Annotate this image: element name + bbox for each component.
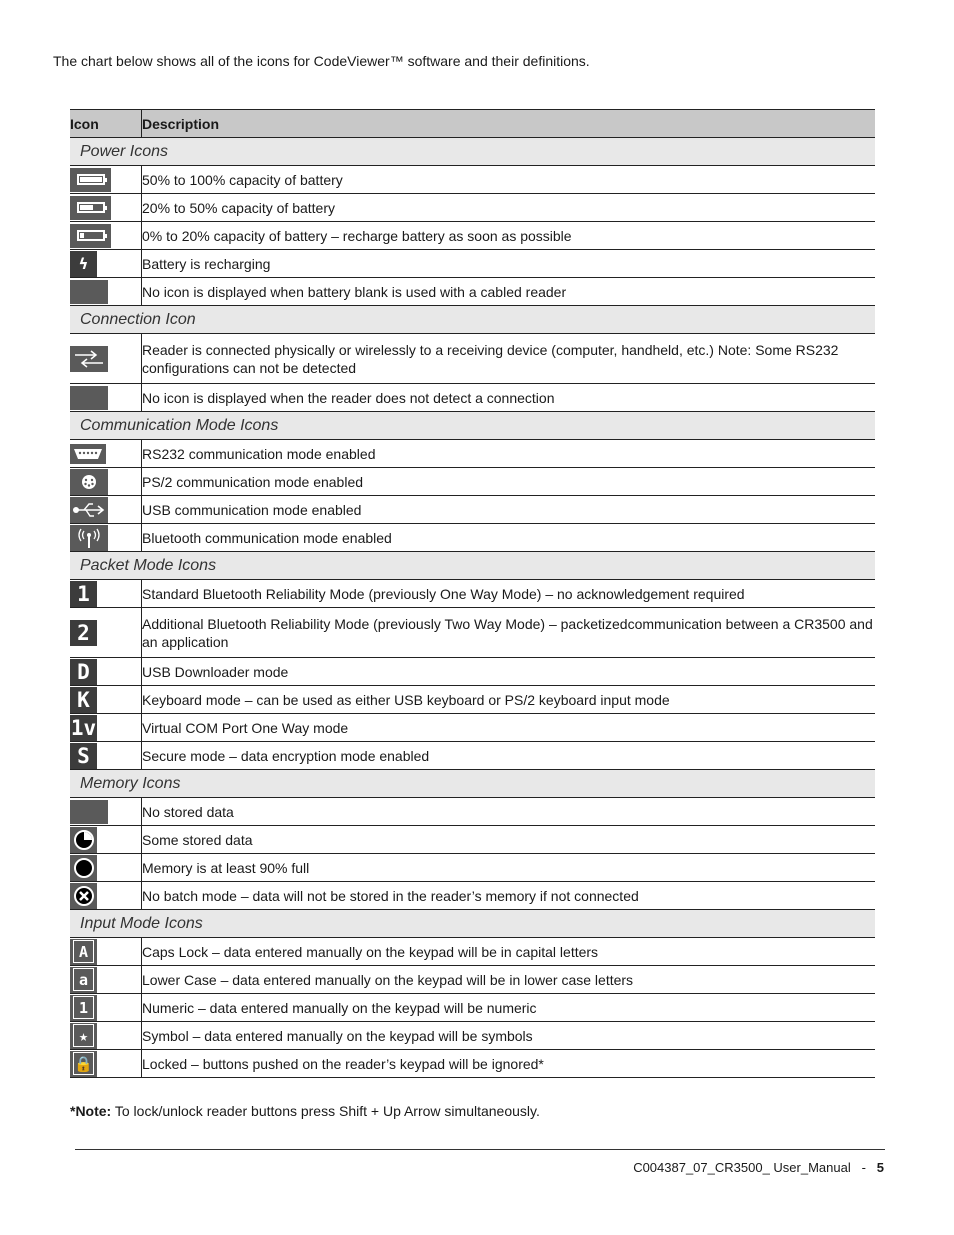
description-cell: PS/2 communication mode enabled xyxy=(142,468,876,496)
battery-charging-icon: ϟ xyxy=(70,251,97,277)
footer-doc-id: C004387_07_CR3500_ User_Manual xyxy=(633,1160,851,1175)
table-row xyxy=(70,524,875,552)
virtual-com-1v-icon: 1v xyxy=(70,715,97,740)
description-cell: Keyboard mode – can be used as either USB keyboard or PS/2 keyboard input mode xyxy=(142,686,876,714)
description-cell: Standard Bluetooth Reliability Mode (previously One Way Mode) – no acknowledgement required xyxy=(142,580,876,608)
icon-cell xyxy=(70,278,142,306)
icon-cell xyxy=(70,524,142,552)
page-number: 5 xyxy=(876,1160,884,1175)
page-footer xyxy=(633,1160,884,1175)
memory-partial-icon xyxy=(70,827,97,853)
symbol-star-icon: ★ xyxy=(70,1023,97,1049)
icon-cell xyxy=(70,658,142,686)
section-title: Memory Icons xyxy=(70,770,875,798)
connection-arrows-icon xyxy=(70,346,108,372)
icon-cell xyxy=(70,826,142,854)
description-cell: No icon is displayed when the reader does not detect a connection xyxy=(142,384,876,412)
numeric-1-icon: 1 xyxy=(70,995,97,1021)
table-row xyxy=(70,384,875,412)
icon-cell xyxy=(70,580,142,608)
table-row xyxy=(70,798,875,826)
usb-downloader-d-icon: D xyxy=(70,659,97,685)
icon-cell xyxy=(70,440,142,468)
description-cell: Lower Case – data entered manually on the keypad will be in lower case letters xyxy=(142,966,876,994)
table-row xyxy=(70,496,875,524)
footnote xyxy=(70,1103,540,1119)
icon-cell xyxy=(70,250,142,278)
table-row xyxy=(70,1022,875,1050)
icon-cell xyxy=(70,166,142,194)
footer-rule xyxy=(75,1149,885,1150)
icon-definitions-table xyxy=(70,109,875,1078)
icon-cell xyxy=(70,714,142,742)
table-row xyxy=(70,194,875,222)
battery-full-icon xyxy=(70,168,111,192)
secure-s-icon: S xyxy=(70,743,97,769)
blank-icon xyxy=(70,280,108,304)
table-row xyxy=(70,994,875,1022)
table-row xyxy=(70,440,875,468)
table-row xyxy=(70,468,875,496)
icon-cell xyxy=(70,222,142,250)
section-row xyxy=(70,910,875,938)
description-cell: No batch mode – data will not be stored in the reader’s memory if not connected xyxy=(142,882,876,910)
lower-case-a-icon: a xyxy=(70,967,97,993)
description-cell: No stored data xyxy=(142,798,876,826)
rs232-connector-icon xyxy=(70,444,106,464)
icon-cell xyxy=(70,1050,142,1078)
table-row xyxy=(70,580,875,608)
table-row xyxy=(70,222,875,250)
table-row xyxy=(70,742,875,770)
table-header-row xyxy=(70,110,875,138)
icon-cell xyxy=(70,686,142,714)
memory-full-icon xyxy=(70,855,97,881)
lock-icon: 🔒 xyxy=(70,1051,97,1077)
section-row xyxy=(70,138,875,166)
table-row xyxy=(70,658,875,686)
section-row xyxy=(70,412,875,440)
table-row xyxy=(70,854,875,882)
icon-cell xyxy=(70,882,142,910)
description-cell: Bluetooth communication mode enabled xyxy=(142,524,876,552)
icon-cell xyxy=(70,1022,142,1050)
section-title: Communication Mode Icons xyxy=(70,412,875,440)
description-cell: Locked – buttons pushed on the reader’s keypad will be ignored* xyxy=(142,1050,876,1078)
section-row xyxy=(70,552,875,580)
description-cell: Some stored data xyxy=(142,826,876,854)
icon-cell xyxy=(70,938,142,966)
icon-cell xyxy=(70,608,142,658)
description-cell: Numeric – data entered manually on the keypad will be numeric xyxy=(142,994,876,1022)
blank-icon xyxy=(70,386,108,410)
description-cell: 0% to 20% capacity of battery – recharge battery as soon as possible xyxy=(142,222,876,250)
table-row xyxy=(70,966,875,994)
description-cell: Caps Lock – data entered manually on the keypad will be in capital letters xyxy=(142,938,876,966)
battery-low-icon xyxy=(70,224,111,248)
table-row xyxy=(70,334,875,384)
section-title: Packet Mode Icons xyxy=(70,552,875,580)
header-description: Description xyxy=(142,110,876,138)
description-cell: Memory is at least 90% full xyxy=(142,854,876,882)
description-cell: Secure mode – data encryption mode enabled xyxy=(142,742,876,770)
description-cell: Symbol – data entered manually on the keypad will be symbols xyxy=(142,1022,876,1050)
description-cell: RS232 communication mode enabled xyxy=(142,440,876,468)
table-row xyxy=(70,826,875,854)
table-row xyxy=(70,166,875,194)
icon-cell xyxy=(70,468,142,496)
description-cell: Reader is connected physically or wirelessly to a receiving device (computer, handheld, etc.) Note: Some RS232 configurations can not be detected xyxy=(142,334,876,384)
usb-icon xyxy=(70,497,108,523)
description-cell: 50% to 100% capacity of battery xyxy=(142,166,876,194)
header-icon: Icon xyxy=(70,110,142,138)
section-title: Input Mode Icons xyxy=(70,910,875,938)
description-cell: No icon is displayed when battery blank is used with a cabled reader xyxy=(142,278,876,306)
description-cell: 20% to 50% capacity of battery xyxy=(142,194,876,222)
table-row xyxy=(70,250,875,278)
caps-lock-a-icon: A xyxy=(70,939,97,965)
icon-cell xyxy=(70,994,142,1022)
ps2-connector-icon xyxy=(70,469,108,495)
section-row xyxy=(70,306,875,334)
note-label: *Note: xyxy=(70,1103,112,1119)
description-cell: USB Downloader mode xyxy=(142,658,876,686)
section-title: Connection Icon xyxy=(70,306,875,334)
bluetooth-antenna-icon xyxy=(70,525,108,551)
note-text: To lock/unlock reader buttons press Shift + Up Arrow simultaneously. xyxy=(111,1103,540,1119)
intro-text: The chart below shows all of the icons for CodeViewer™ software and their definitions. xyxy=(53,53,590,69)
icon-cell xyxy=(70,798,142,826)
section-title: Power Icons xyxy=(70,138,875,166)
icon-cell xyxy=(70,854,142,882)
description-cell: USB communication mode enabled xyxy=(142,496,876,524)
table-row xyxy=(70,938,875,966)
table-row xyxy=(70,608,875,658)
table-row xyxy=(70,1050,875,1078)
table-row xyxy=(70,278,875,306)
table-row xyxy=(70,714,875,742)
icon-cell xyxy=(70,496,142,524)
icon-cell xyxy=(70,966,142,994)
table-row xyxy=(70,686,875,714)
battery-half-icon xyxy=(70,196,111,220)
blank-icon xyxy=(70,800,108,824)
description-cell: Battery is recharging xyxy=(142,250,876,278)
table-row xyxy=(70,882,875,910)
icon-cell xyxy=(70,194,142,222)
footer-separator: - xyxy=(861,1160,866,1175)
description-cell: Virtual COM Port One Way mode xyxy=(142,714,876,742)
description-cell: Additional Bluetooth Reliability Mode (previously Two Way Mode) – packetizedcommunication between a CR3500 and an application xyxy=(142,608,876,658)
no-batch-x-icon xyxy=(70,883,97,909)
packet-2-icon: 2 xyxy=(70,620,97,646)
packet-1-icon: 1 xyxy=(70,581,97,607)
section-row xyxy=(70,770,875,798)
icon-cell xyxy=(70,384,142,412)
icon-cell xyxy=(70,334,142,384)
icon-cell xyxy=(70,742,142,770)
keyboard-k-icon: K xyxy=(70,687,97,713)
